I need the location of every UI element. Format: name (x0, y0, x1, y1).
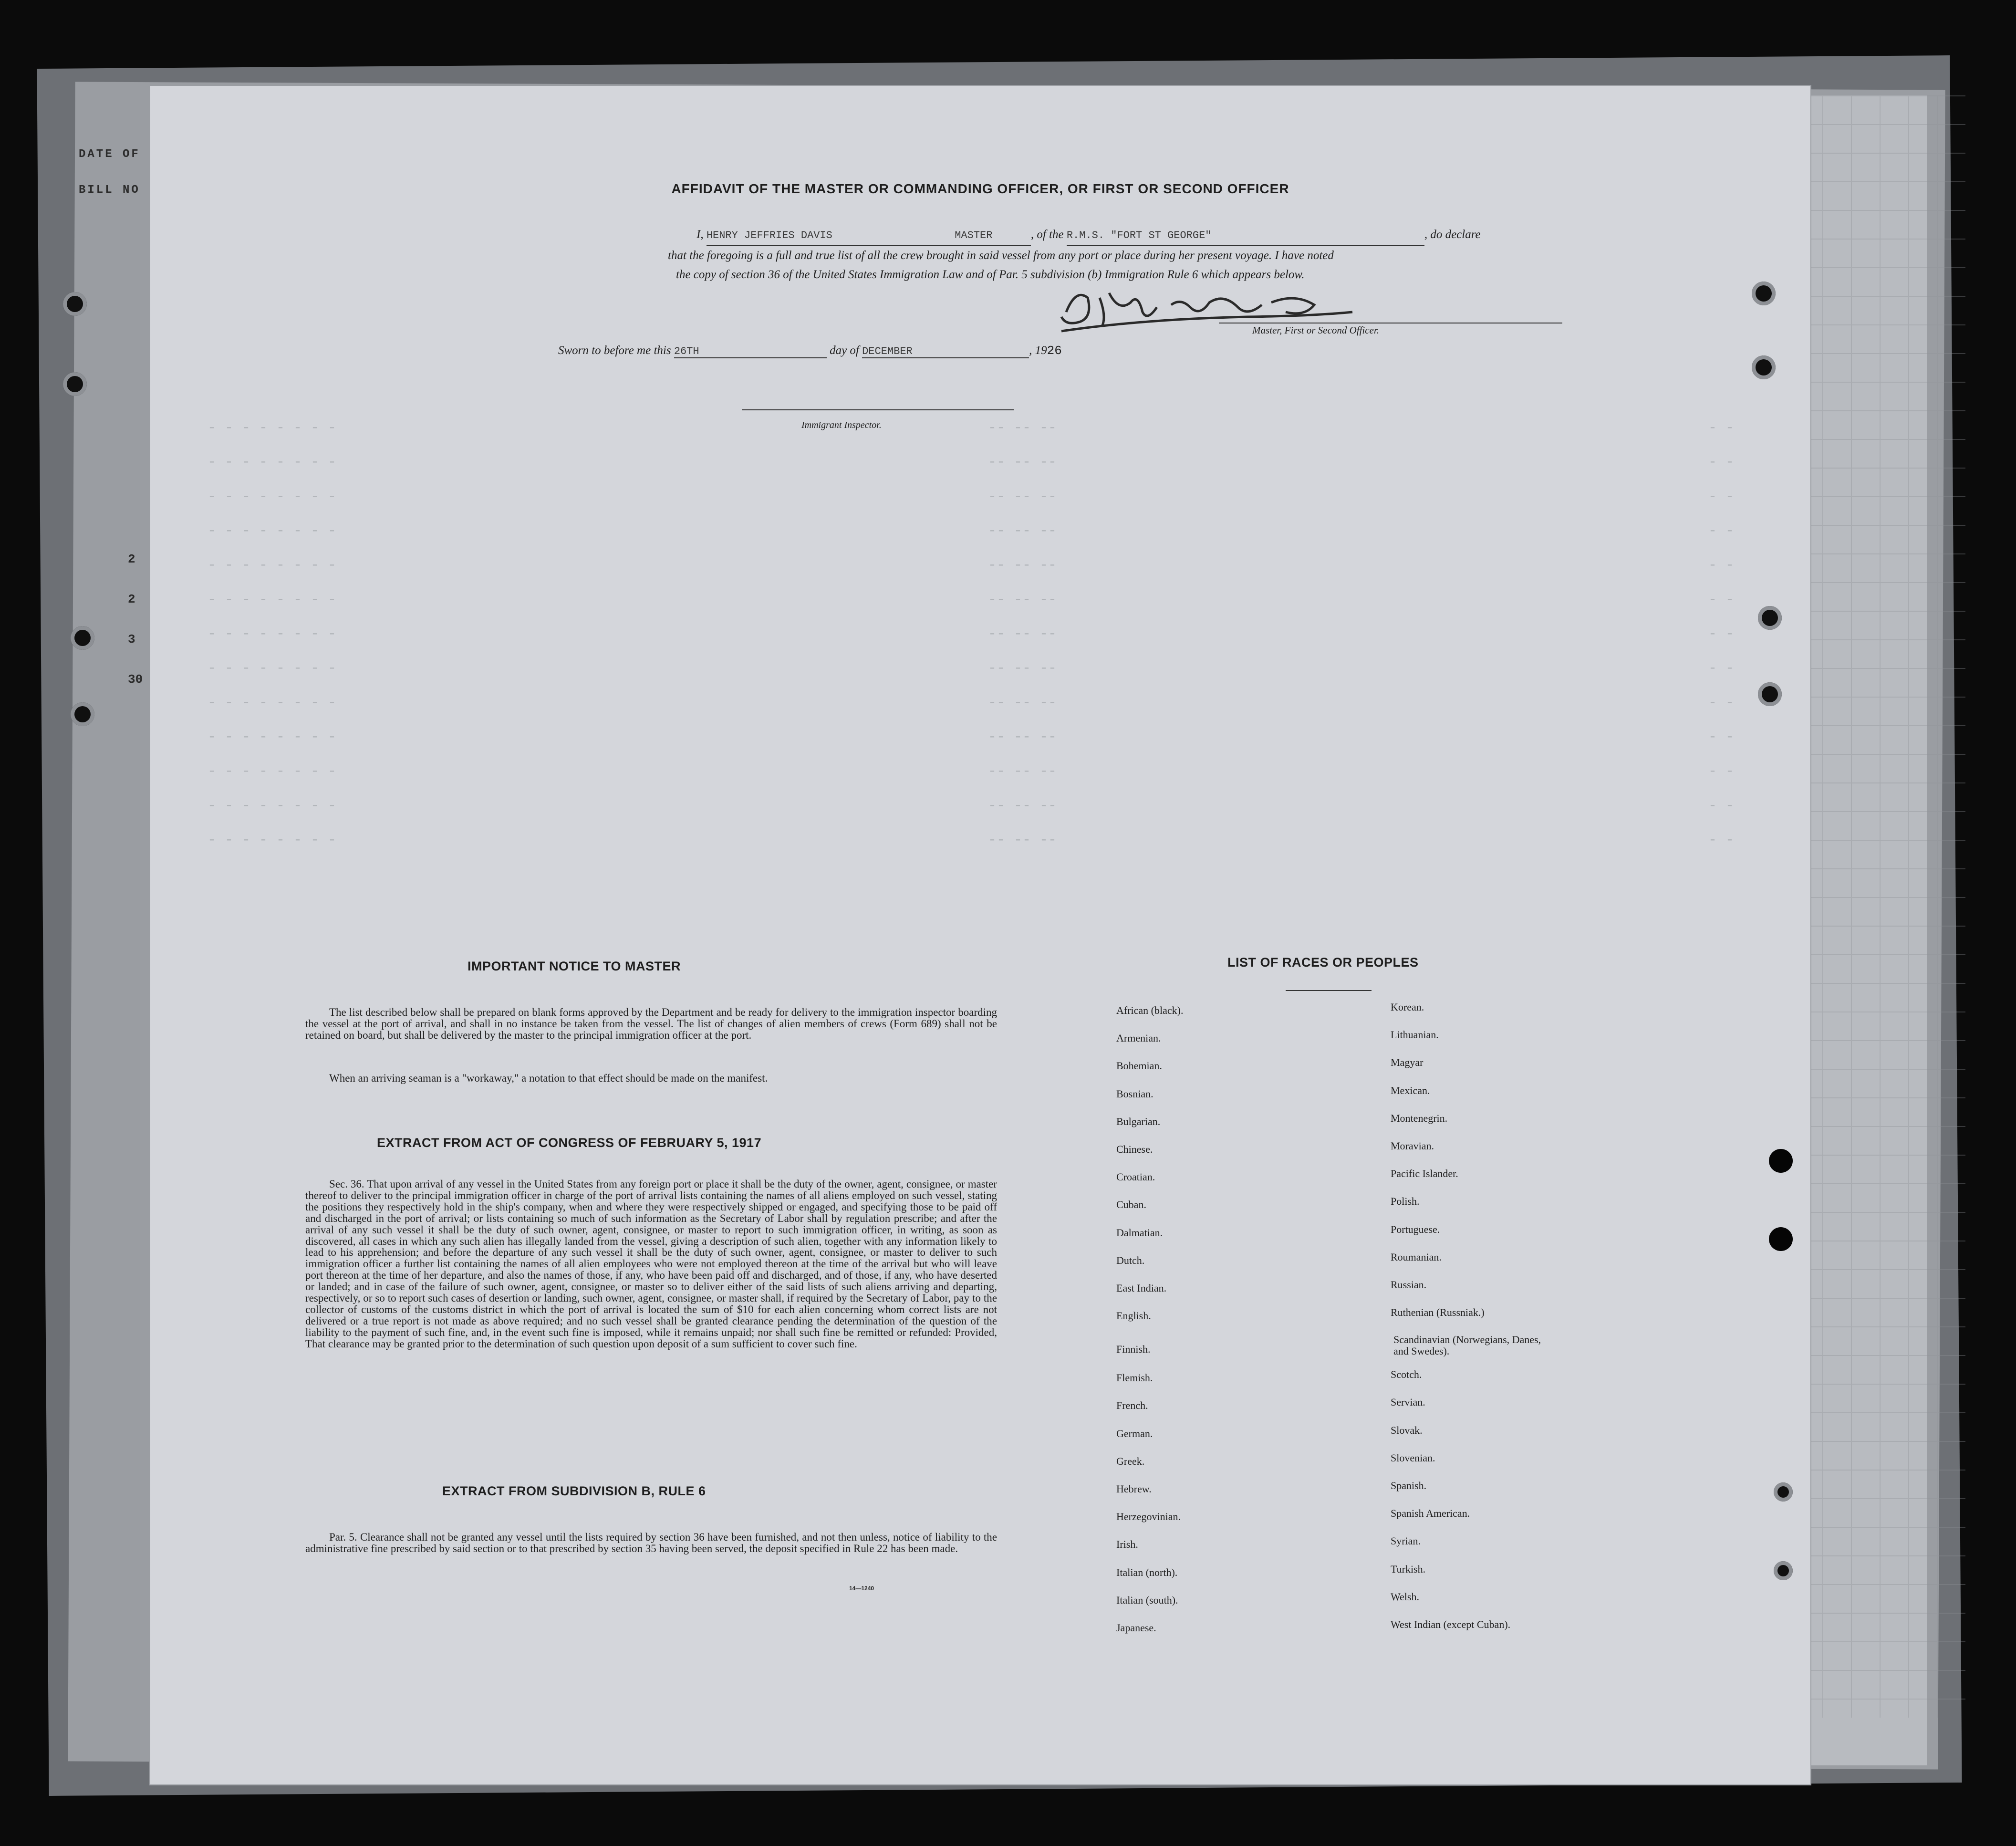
binder-hole (1758, 682, 1782, 706)
margin-number: 30 (128, 672, 143, 687)
manifest-page (150, 86, 1810, 1784)
race-item: Ruthenian (Russniak.) (1391, 1306, 1485, 1319)
margin-number: 3 (128, 632, 135, 647)
binder-hole (63, 292, 87, 316)
race-item: Scotch. (1391, 1368, 1422, 1381)
race-item: Servian. (1391, 1396, 1425, 1408)
master-rank: MASTER (916, 226, 1031, 246)
sworn-label: Sworn to before me this (558, 344, 671, 357)
race-item: Welsh. (1391, 1590, 1419, 1603)
race-item: African (black). (1116, 1004, 1184, 1016)
race-item: Slovak. (1391, 1424, 1423, 1436)
stub-label: BILL NO (79, 184, 140, 197)
race-item: Italian (south). (1116, 1594, 1178, 1606)
binder-hole (1769, 1149, 1793, 1173)
race-item: Bohemian. (1116, 1060, 1162, 1072)
sworn-year: 26 (1047, 344, 1062, 358)
race-item: Flemish. (1116, 1372, 1153, 1384)
race-item: Chinese. (1116, 1143, 1153, 1155)
race-item: West Indian (except Cuban). (1391, 1618, 1511, 1630)
race-item: Turkish. (1391, 1563, 1426, 1575)
sworn-statement (558, 344, 1062, 358)
race-item: Mexican. (1391, 1084, 1430, 1096)
race-item: Greek. (1116, 1455, 1145, 1467)
races-title: LIST OF RACES OR PEOPLES (1227, 955, 1419, 970)
underlying-page-stub-labels (79, 148, 150, 434)
race-item: English. (1116, 1310, 1151, 1322)
race-item: Armenian. (1116, 1032, 1161, 1044)
sworn-day: 26TH (674, 345, 827, 358)
underlying-grid-paper (1794, 95, 1965, 1718)
inspector-signature-line (742, 409, 1014, 410)
margin-number: 2 (128, 592, 135, 606)
binder-hole (1752, 355, 1776, 379)
races-column-2 (1391, 1001, 1591, 1646)
affidavit-title: AFFIDAVIT OF THE MASTER OR COMMANDING OFFICER, OR FIRST OR SECOND OFFICER (671, 181, 1289, 196)
race-item: Japanese. (1116, 1621, 1156, 1634)
margin-number: 2 (128, 552, 135, 566)
races-column-1 (1116, 1004, 1183, 1649)
race-item: Finnish. (1116, 1343, 1151, 1356)
bleed-through-crew-list: - - - - - - - - -- -- -- - - - - - - - - - - -- -- -- - - - - - - - - - - -- -- -- - - - - - - - - - - -- -- -- - - - - - - - - - - -- -- -- - - - - - - - - - - -- -- -- - - - - - - - - - - -- -- -- - - - - - - - - - - -- -- -- - - - - - - - - - - -- -- -- - - - - - - - - - - -- -- -- - - - - - - - - - - -- -- -- - - - - - - - - - - -- -- -- - - - - - - - - - - -- -- -- - - (208, 420, 1734, 848)
race-item: Portuguese. (1391, 1223, 1440, 1235)
affidavit-i: I, (696, 228, 704, 241)
binder-hole (1774, 1482, 1793, 1502)
race-item: Lithuanian. (1391, 1029, 1439, 1041)
races-title-underline (1286, 990, 1372, 991)
of-the-text: , of the (1030, 228, 1064, 241)
affidavit-text (508, 225, 1653, 284)
act-text: Sec. 36. That upon arrival of any vessel in the United States from any foreign port or place it shall be the duty of the owner, agent, consignee, or master thereof to deliver to the principal immigration officer in charge of the port of arrival lists containing the names of all aliens employed on such vessel, stating the positions they respectively hold in the ship's company, when and where they were respectively shipped or engaged, and specifying those to be paid off and discharged in the port of arrival; or lists containing so much of such information as the Secretary of Labor shall by regulation prescribe; and after the arrival of any such vessel it shall be the duty of such owner, agent, consignee, or master to report to such immigration officer, in writing, as soon as discovered, all cases in which any such alien has illegally landed from the vessel, giving a description of such alien, together with any information likely to lead to his apprehension; and before the departure of any such vessel it shall be the duty of such owner, agent, consignee, or master to deliver to such immigration officer a further list containing the names of all alien employees who were not employed thereon at the time of the arrival but who will leave port thereon at the time of her departure, and also the names of those, if any, who have been paid off and discharged, and of those, if any, who have deserted or landed; and in case of the failure of such owner, agent, consignee, or master so to deliver either of the said lists of such aliens arriving and departing, respectively, or so to report such cases of desertion or landing, such owner, agent, consignee, or master shall, if required by the Secretary of Labor, pay to the collector of customs of the customs district in which the port of arrival is located the sum of $10 for each alien concerning whom correct lists are not delivered or a true report is not made as above required; and no such vessel shall be granted clearance pending the determination of the question of the liability to the payment of such fine, and, in the event such fine is imposed, while it remains unpaid; nor shall such fine be remitted or refunded: Provided, That clearance may be granted prior to the determination of such question upon deposit of a sum sufficient to cover such fine. (305, 1178, 997, 1350)
race-item: French. (1116, 1399, 1148, 1412)
day-of-text: day of (830, 344, 859, 357)
rule-text: Par. 5. Clearance shall not be granted any vessel until the lists required by section 36 have been furnished, and not then unless, notice of liability to the administrative fine prescribed by said section or to that prescribed by section 35 having been served, the deposit specified in Rule 22 has been made. (305, 1531, 997, 1554)
rule-title: EXTRACT FROM SUBDIVISION B, RULE 6 (442, 1484, 706, 1498)
race-item: Spanish. (1391, 1480, 1427, 1491)
race-item: Korean. (1391, 1001, 1424, 1013)
binder-hole (1774, 1561, 1793, 1580)
race-item: Scandinavian (Norwegians, Danes, and Swedes). (1393, 1334, 1541, 1357)
binder-hole (63, 372, 87, 396)
race-item: Croatian. (1116, 1171, 1155, 1183)
stub-label: DATE OF (79, 148, 140, 161)
race-item: Slovenian. (1391, 1451, 1435, 1464)
race-item: Herzegovinian. (1116, 1511, 1181, 1523)
sworn-month: DECEMBER (862, 345, 1029, 358)
form-number: 14—1240 (849, 1585, 874, 1592)
notice-paragraph-1: The list described below shall be prepared on blank forms approved by the Department and be ready for delivery to the immigration inspector boarding the vessel at the port of arrival, and shall in no instance be taken from the vessel. The list of changes of alien members of crews (Form 689) shall not be retained on board, but shall be delivered by the master to the principal immigration officer at the port. (305, 1006, 997, 1041)
race-item: Moravian. (1391, 1139, 1434, 1152)
declare-text: , do declare (1424, 228, 1481, 241)
race-item: Dutch. (1116, 1254, 1145, 1266)
race-item: Magyar (1391, 1056, 1424, 1069)
inspector-caption: Immigrant Inspector. (801, 420, 882, 430)
affidavit-line-2: that the foregoing is a full and true list of all the crew brought in said vessel from any port or place during her present voyage. I have noted (668, 249, 1334, 262)
act-title: EXTRACT FROM ACT OF CONGRESS OF FEBRUARY 5, 1917 (377, 1136, 762, 1150)
binder-hole (71, 702, 94, 726)
race-item: Hebrew. (1116, 1483, 1152, 1495)
race-item: Montenegrin. (1391, 1112, 1448, 1124)
binder-hole (71, 626, 94, 650)
race-item: East Indian. (1116, 1282, 1167, 1294)
race-item: Spanish American. (1391, 1507, 1470, 1520)
race-item: Roumanian. (1391, 1251, 1442, 1263)
race-item: Irish. (1116, 1538, 1138, 1551)
vessel-name: R.M.S. "FORT ST GEORGE" (1067, 226, 1424, 246)
year-prefix: , 19 (1029, 344, 1047, 357)
notice-title: IMPORTANT NOTICE TO MASTER (468, 959, 681, 973)
binder-hole (1769, 1227, 1793, 1251)
race-item: German. (1116, 1427, 1153, 1439)
affidavit-line-3: the copy of section 36 of the United States Immigration Law and of Par. 5 subdivision (b) Immigration Rule 6 which appears below. (676, 268, 1305, 281)
race-item: Polish. (1391, 1195, 1420, 1208)
race-item: Russian. (1391, 1278, 1427, 1291)
race-item: Pacific Islander. (1391, 1168, 1458, 1180)
race-item: Dalmatian. (1116, 1226, 1163, 1239)
race-item: Italian (north). (1116, 1566, 1178, 1578)
race-item: Cuban. (1116, 1199, 1146, 1211)
race-item: Bosnian. (1116, 1087, 1153, 1100)
race-item: Syrian. (1391, 1535, 1421, 1547)
binder-hole (1758, 606, 1782, 630)
signature-caption: Master, First or Second Officer. (1252, 324, 1379, 336)
race-item: Bulgarian. (1116, 1115, 1161, 1127)
binder-hole (1752, 282, 1776, 305)
master-name: HENRY JEFFRIES DAVIS (707, 226, 916, 246)
margin-numbers (128, 539, 143, 699)
notice-paragraph-2: When an arriving seaman is a "workaway," a notation to that effect should be made on the manifest. (329, 1072, 768, 1084)
